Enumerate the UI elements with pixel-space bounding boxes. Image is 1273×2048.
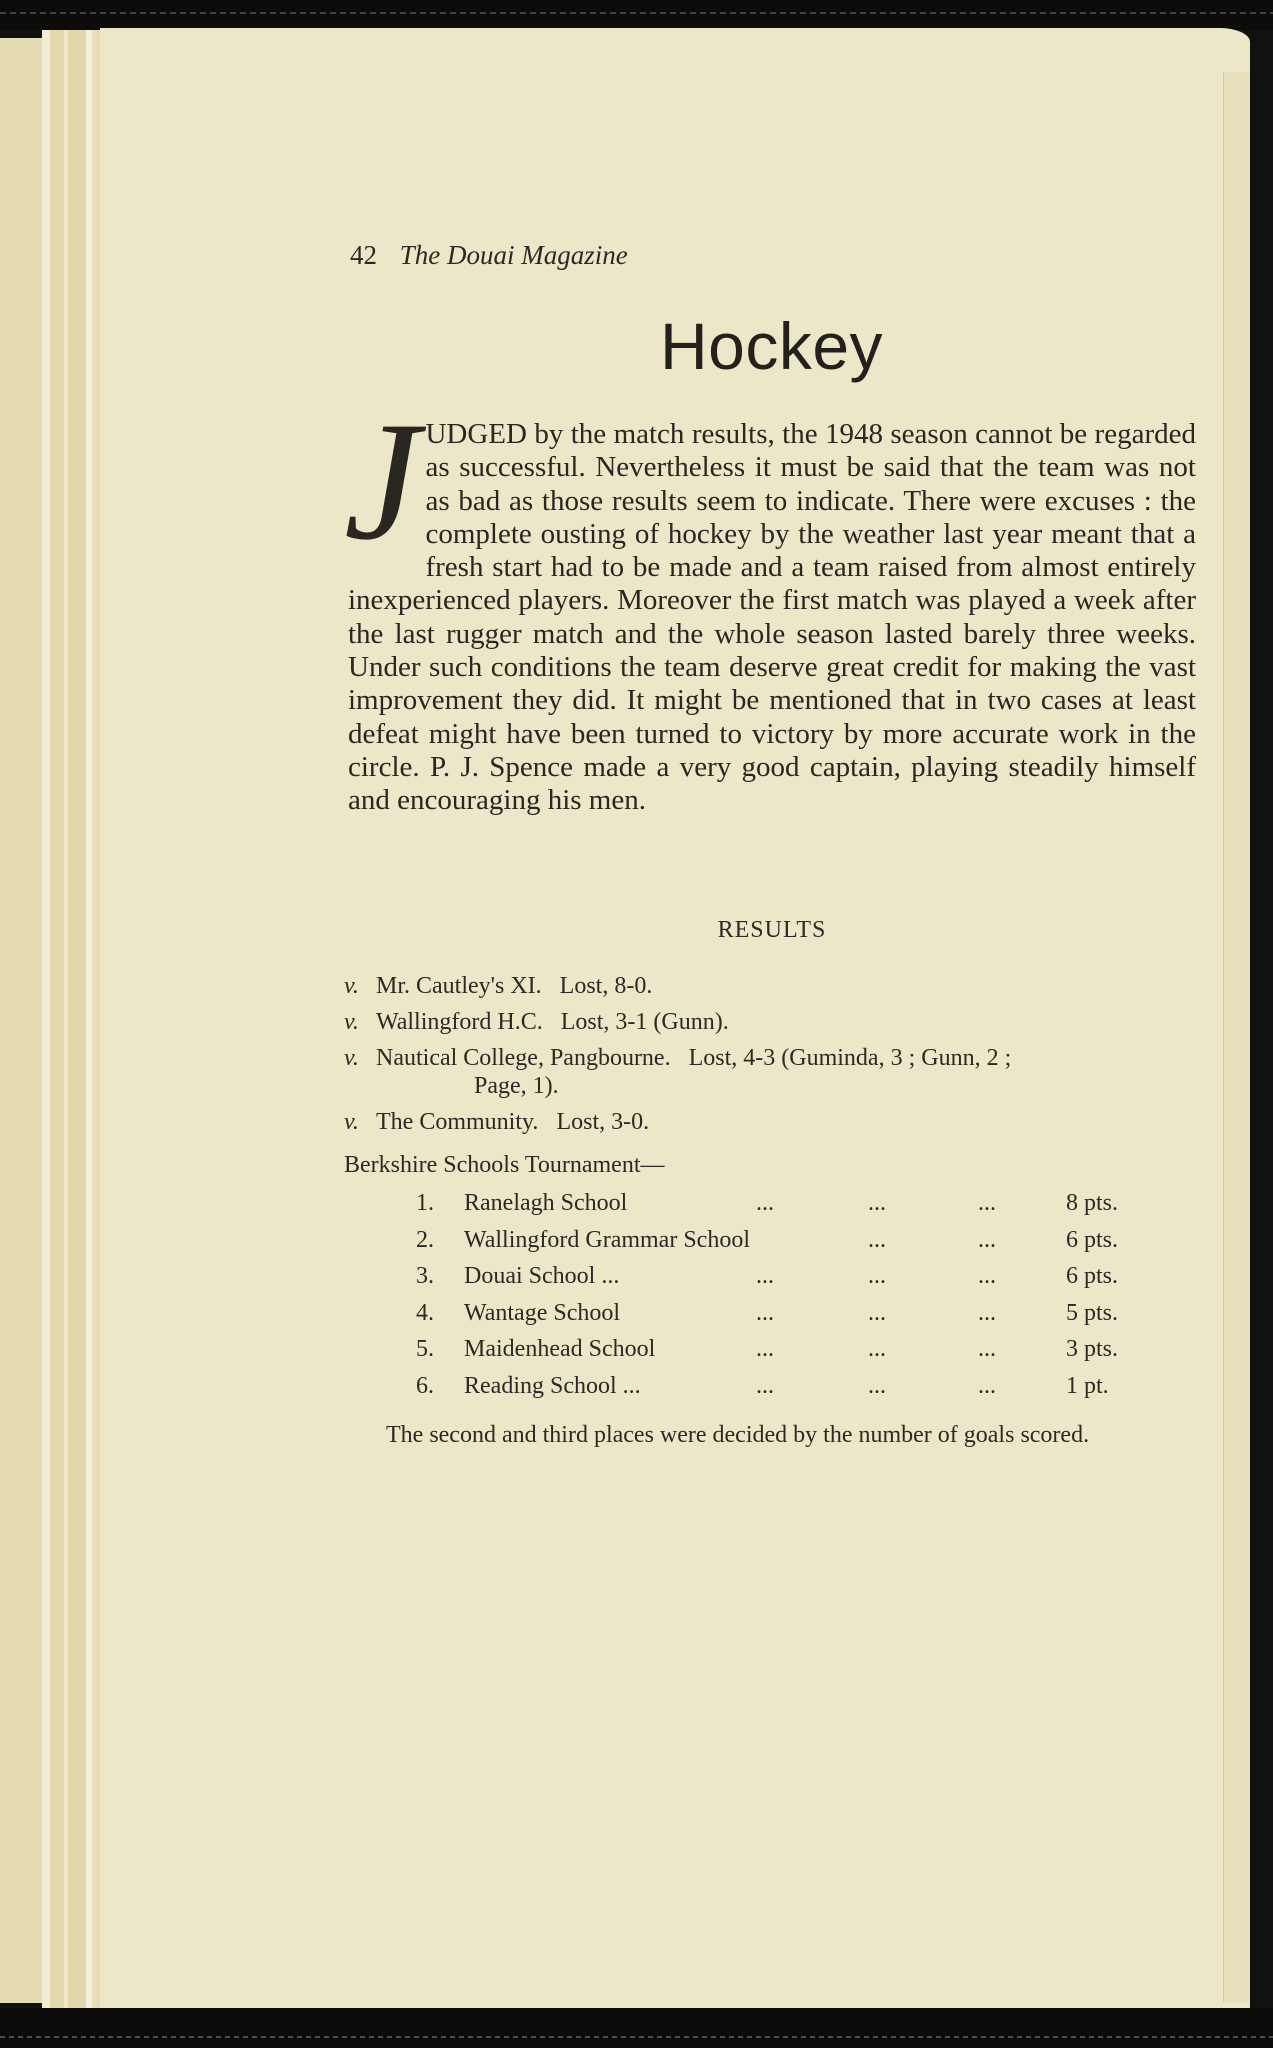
dot-leader: ...	[756, 1299, 774, 1326]
standings-row	[400, 1300, 1140, 1337]
match-result: Lost, 4-3 (Guminda, 3 ; Gunn, 2 ;	[688, 1045, 1012, 1071]
versus-prefix: v.	[344, 1109, 359, 1135]
match-opponent: Nautical College, Pangbourne.	[376, 1045, 671, 1071]
article-text: UDGED by the match results, the 1948 season cannot be regarded as successful. Nevertheless it must be said that the team was not as bad as those results seem to indicate. There were excuses : the complete ousting of hockey by the weather last year meant that a fresh start had to be made and a team raised from almost entirely inexperienced players. Moreover the first match was played a week after the last rugger match and the whole season lasted barely three weeks. Under such conditions the team deserve great credit for making the vast improvement they did. It might be mentioned that in two cases at least defeat might have been turned to victory by more accurate work in the circle. P. J. Spence made a very good captain, playing steadily himself and encouraging his men.	[348, 418, 1196, 817]
standing-school: Ranelagh School	[464, 1190, 628, 1216]
match-opponent: The Community.	[376, 1109, 539, 1135]
standing-school: Maidenhead School	[464, 1336, 656, 1362]
tournament-heading: Berkshire Schools Tournament—	[344, 1152, 665, 1178]
match-row	[344, 1104, 1204, 1140]
match-row	[344, 1004, 1204, 1040]
dot-leader: ...	[868, 1190, 886, 1216]
scan-background-bottom	[0, 2008, 1273, 2048]
standing-points: 3 pts.	[1066, 1336, 1119, 1362]
standing-rank: 4.	[416, 1299, 434, 1326]
standings-row	[400, 1336, 1140, 1373]
dot-leader: ...	[868, 1299, 886, 1326]
standing-rank: 1.	[416, 1190, 434, 1216]
standing-school: Wallingford Grammar School	[464, 1226, 750, 1253]
standing-school: Wantage School	[464, 1299, 621, 1326]
magazine-title: The Douai Magazine	[399, 240, 628, 270]
match-result-continuation: Page, 1).	[474, 1073, 559, 1099]
match-result: Lost, 8-0.	[559, 973, 653, 999]
dot-leader: ...	[868, 1263, 886, 1289]
dot-leader: ...	[868, 1336, 886, 1362]
tournament-standings	[400, 1190, 1140, 1409]
dot-leader: ...	[978, 1226, 996, 1253]
dot-leader: ...	[978, 1336, 996, 1362]
dot-leader: ...	[868, 1226, 886, 1253]
standings-row	[400, 1227, 1140, 1264]
standing-points: 6 pts.	[1066, 1263, 1119, 1289]
results-heading: RESULTS	[717, 917, 827, 943]
standing-rank: 2.	[416, 1226, 434, 1253]
standing-points: 8 pts.	[1066, 1190, 1119, 1216]
dot-leader: ...	[978, 1263, 996, 1289]
dot-leader: ...	[756, 1372, 774, 1399]
match-results-list	[344, 968, 1204, 1140]
scan-background-top	[0, 0, 1273, 30]
match-opponent: Wallingford H.C.	[376, 1009, 543, 1035]
dot-leader: ...	[756, 1263, 774, 1289]
dot-leader: ...	[978, 1190, 996, 1216]
tournament-note: The second and third places were decided by the number of goals scored.	[386, 1422, 1090, 1448]
match-result: Lost, 3-1 (Gunn).	[560, 1009, 729, 1035]
dot-leader: ...	[868, 1372, 886, 1399]
match-row	[344, 968, 1204, 1004]
dot-leader: ...	[978, 1299, 996, 1326]
match-result: Lost, 3-0.	[556, 1109, 650, 1135]
standing-rank: 5.	[416, 1336, 434, 1362]
dot-leader: ...	[756, 1190, 774, 1216]
drop-cap: J	[344, 387, 420, 575]
standing-rank: 6.	[416, 1372, 434, 1399]
standing-points: 1 pt.	[1066, 1372, 1109, 1399]
match-opponent: Mr. Cautley's XI.	[376, 973, 542, 999]
match-row	[344, 1040, 1204, 1104]
standings-row	[400, 1190, 1140, 1227]
versus-prefix: v.	[344, 973, 359, 999]
dot-leader: ...	[756, 1336, 774, 1362]
article-body	[344, 387, 1196, 818]
running-header	[350, 240, 628, 271]
standing-school: Reading School ...	[464, 1372, 641, 1399]
standing-points: 5 pts.	[1066, 1299, 1119, 1326]
page-number: 42	[350, 240, 377, 270]
standings-row	[400, 1263, 1140, 1300]
article-title: Hockey	[659, 309, 884, 383]
standings-row	[400, 1373, 1140, 1410]
standing-rank: 3.	[416, 1263, 434, 1289]
versus-prefix: v.	[344, 1009, 359, 1035]
dot-leader: ...	[978, 1372, 996, 1399]
standing-points: 6 pts.	[1066, 1226, 1119, 1253]
versus-prefix: v.	[344, 1045, 359, 1071]
standing-school: Douai School ...	[464, 1263, 620, 1289]
